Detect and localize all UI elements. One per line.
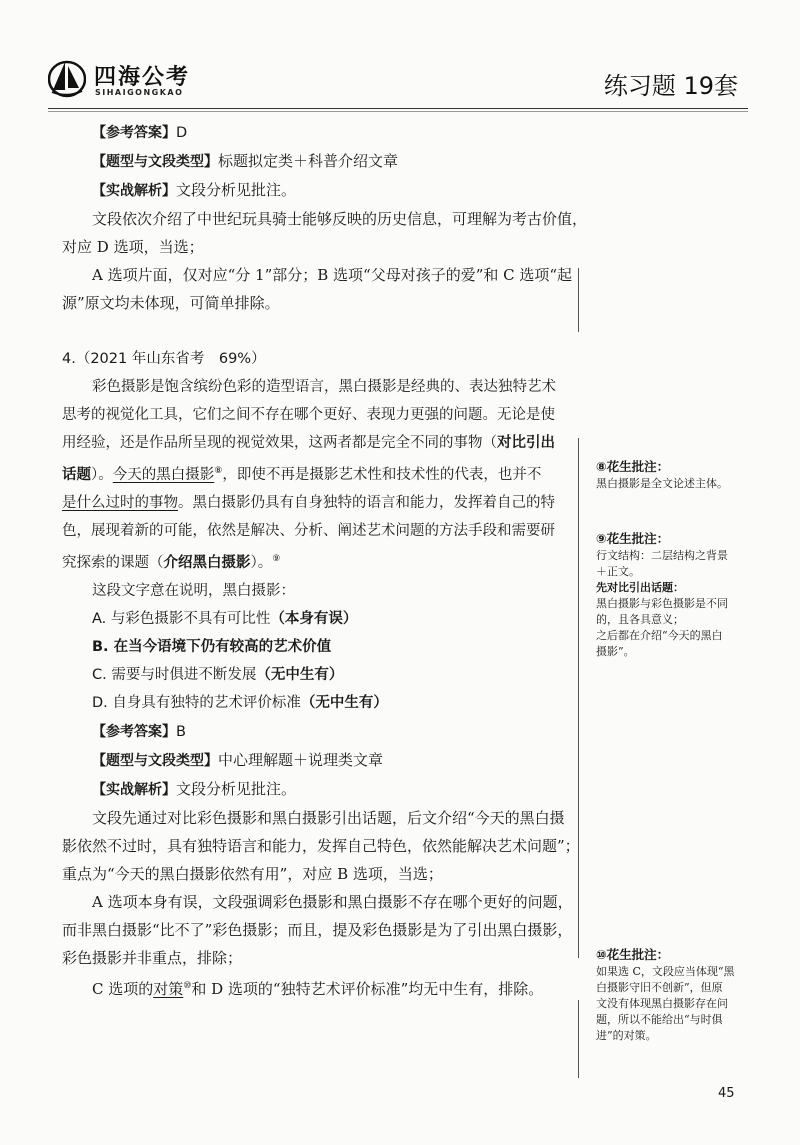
question-type: 【题型与文段类型】标题拟定类＋科普介绍文章 — [92, 152, 399, 170]
analysis-paragraph: 对应 D 选项，当选； — [62, 238, 204, 256]
option-a: A. 与彩色摄影不具有可比性（本身有误） — [92, 610, 358, 627]
option-b: B. 在当今语境下仍有较高的艺术价值 — [92, 638, 332, 655]
question-4-section — [62, 345, 582, 1003]
analysis-paragraph: 影依然不过时，具有独特语言和能力，发挥自己特色，依然能解决艺术问题”； — [62, 836, 580, 855]
brand-subtitle: SIHAIGONGKAO — [95, 88, 184, 97]
passage-line: 究探索的课题（介绍黑白摄影）。⑨ — [62, 553, 281, 571]
analysis-paragraph: 源”原文均未体现，可简单排除。 — [62, 294, 280, 312]
question-type: 【题型与文段类型】中心理解题＋说理类文章 — [92, 750, 384, 769]
margin-note-9 — [596, 530, 756, 660]
passage-line: 色，展现着新的可能，依然是解决、分析、阐述艺术问题的方法手段和需要研 — [62, 522, 555, 539]
note-text: 题，所以不能给出“与时俱 — [596, 1013, 723, 1026]
sail-logo-icon — [48, 58, 86, 98]
note-text: 黑白摄影与彩色摄影是不同 — [596, 597, 728, 610]
note-text: 文没有体现黑白摄影存在问 — [596, 997, 728, 1010]
analysis-label: 【实战解析】文段分析见批注。 — [92, 779, 297, 798]
main-content — [62, 118, 588, 1003]
reference-answer: 【参考答案】B — [92, 723, 186, 740]
header-divider-thin — [48, 111, 748, 112]
note-text: 行文结构：二层结构之背景 — [596, 549, 728, 562]
analysis-paragraph: A 选项片面，仅对应“分 1”部分；B 选项“父母对孩子的爱”和 C 选项“起 — [92, 266, 573, 284]
page-number: 45 — [718, 1086, 735, 1101]
analysis-paragraph: A 选项本身有误，文段强调彩色摄影和黑白摄影不存在哪个更好的问题， — [92, 892, 573, 911]
exercise-set-title: 练习题 19套 — [603, 72, 738, 100]
passage-line: 是什么过时的事物。黑白摄影仍具有自身独特的语言和能力，发挥着自己的特 — [62, 494, 555, 511]
analysis-label: 【实战解析】文段分析见批注。 — [92, 181, 297, 199]
option-c: C. 需要与时俱进不断发展（无中生有） — [92, 666, 344, 683]
note-text: 之后都在介绍“今天的黑白 — [596, 629, 723, 642]
note-text: 的，且各具意义； — [596, 613, 684, 626]
brand-logo — [48, 58, 198, 108]
note-text: 黑白摄影是全文论述主体。 — [596, 477, 728, 490]
header-divider — [48, 108, 748, 109]
margin-rule — [578, 1000, 579, 1078]
analysis-paragraph: 彩色摄影并非重点，排除； — [62, 948, 243, 967]
analysis-paragraph: 文段先通过对比彩色摄影和黑白摄影引出话题，后文介绍“今天的黑白摄 — [92, 808, 565, 827]
annotation-marker-8: ⑧ — [214, 466, 223, 476]
note-title: ⑨花生批注： — [596, 531, 670, 546]
question-3-answer-section — [62, 118, 588, 317]
margin-note-10 — [596, 946, 756, 1044]
note-text: 如果选 C，文段应当体现“黑 — [596, 965, 735, 978]
note-text: 先对比引出话题： — [596, 581, 684, 594]
note-text: 进”的对策。 — [596, 1029, 657, 1042]
passage-line: 用经验，还是作品所呈现的视觉效果，这两者都是完全不同的事物（对比引出 — [62, 435, 555, 451]
reference-answer: 【参考答案】D — [92, 125, 188, 141]
margin-note-8 — [596, 458, 756, 492]
note-text: 白摄影守旧不创新”，但原 — [596, 981, 723, 994]
analysis-paragraph: 重点为“今天的黑白摄影依然有用”，对应 B 选项，当选； — [62, 864, 443, 883]
question-stem: 这段文字意在说明，黑白摄影： — [92, 582, 295, 599]
page-header — [0, 0, 800, 110]
note-text: ＋正文。 — [596, 565, 640, 578]
passage-line: 彩色摄影是饱含缤纷色彩的造型语言，黑白摄影是经典的、表达独特艺术 — [92, 379, 556, 395]
brand-name: 四海公考 — [94, 65, 191, 90]
passage-line: 话题）。今天的黑白摄影⑧，即使不再是摄影艺术性和技术性的代表，也并不 — [62, 466, 542, 483]
analysis-paragraph: 而非黑白摄影“比不了”彩色摄影；而且，提及彩色摄影是为了引出黑白摄影， — [62, 920, 573, 939]
question-heading: 4.（2021 年山东省考 69%） — [62, 351, 266, 367]
annotation-marker-10: ⑩ — [183, 980, 192, 991]
analysis-paragraph: 文段依次介绍了中世纪玩具骑士能够反映的历史信息，可理解为考古价值， — [92, 210, 588, 228]
note-title: ⑩花生批注： — [596, 947, 670, 962]
note-text: 摄影”。 — [596, 645, 635, 658]
annotation-marker-9: ⑨ — [272, 553, 281, 564]
analysis-paragraph: C 选项的对策⑩和 D 选项的“独特艺术评价标准”均无中生有，排除。 — [92, 979, 544, 998]
passage-line: 思考的视觉化工具，它们之间不存在哪个更好、表现力更强的问题。无论是使 — [62, 407, 555, 423]
option-d: D. 自身具有独特的艺术评价标准（无中生有） — [92, 694, 388, 711]
note-title: ⑧花生批注： — [596, 459, 670, 474]
